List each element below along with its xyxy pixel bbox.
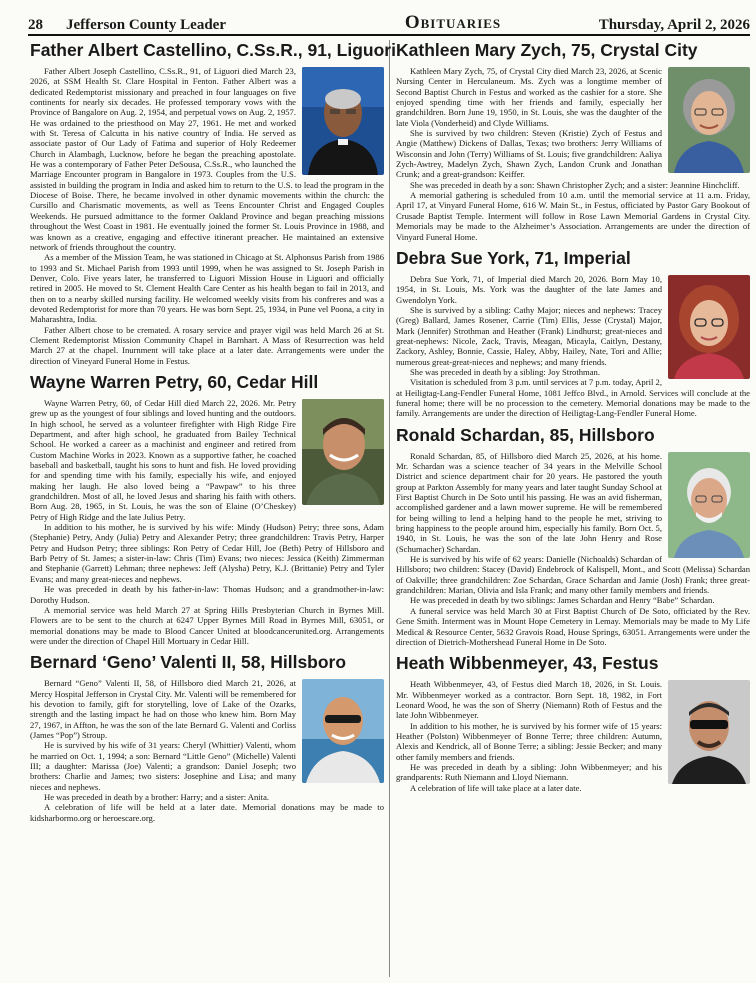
obituary-paragraph: Wayne Warren Petry, 60, of Cedar Hill died March 22, 2026. Mr. Petry grew up as the youngest of four siblings and loved hunting and the outdoors. In high school, he served as a volunteer firefighter with High Ridge Fire Department, and after high school, he graduated from Bailey Technical School. He worked a career as a machinist and engineer and retired from Custom Machine Works in 2023. Known as a supportive father, he coached baseball and basketball, taught his sons to hunt and fish. He loved providing for and spending time with his family, especially his wife, and enjoyed making her laugh. He also loved being a “Pawpaw” to his three grandchildren. Most of all, he loved Jesus and sharing his faith with others. Born Aug. 28, 1965, in St. Louis, he was the son of Elaine (O’Cheskey) Petry of High Ridge and the late Julius Petry. <box>30 397 296 522</box>
portrait-photo <box>668 680 750 784</box>
right-column <box>396 40 750 793</box>
issue-date: Thursday, April 2, 2026 <box>598 17 750 33</box>
obituary-paragraph: He was preceded in death by a brother: Harry; and a sister: Anita. <box>44 792 270 802</box>
obituary-headline: Wayne Warren Petry, 60, Cedar Hill <box>30 371 319 392</box>
obituary-paragraph: He is survived by his wife of 62 years: Danielle (Nichoalds) Schardan of Hillsboro; two children: Stacey (David) Endebrock of Kalispell, Mont., and Scott (Melissa) Schardan of Oakville; three grandchildren: Zoe Schardan, Grace Schardan and Jamie (Josh) Frank; three great-grandchildren: Marian, Olivia and Isla Frank; and many other family members and friends. <box>396 554 750 596</box>
obituary-headline: Kathleen Mary Zych, 75, Crystal City <box>396 40 698 60</box>
portrait-photo <box>668 275 750 379</box>
portrait-photo <box>668 452 750 558</box>
obituary-paragraph: She is survived by a sibling: Cathy Major; nieces and nephews: Tracey (Greg) Ballard, James Rosener, Carrie (Tim) Ellis, Jesse (Crystal) Major, Mark (Jennifer) Strothman and Heather (Frank) Lindhurst; great-nieces and great-nephews: Nicole, Zack, Travis, Meagan, Micayla, Caitlyn, Destany, Zackory, Ashley, Bonnie, Cassie, Haley, Abby, Hailey, Nate, Tori and Allie; numerous great-great-nieces and nephews; and many friends. <box>396 304 662 367</box>
obituary-paragraph: A celebration of life will be held at a later date. Memorial donations may be made to kidsharbormo.org or heroescare.org. <box>30 802 384 823</box>
newspaper-name: Jefferson County Leader <box>66 17 226 33</box>
obituary-headline: Father Albert Castellino, C.Ss.R., 91, Liguori <box>30 40 396 60</box>
obituary-paragraph: Bernard “Geno” Valenti II, 58, of Hillsboro died March 21, 2026, at Mercy Hospital Jefferson in Crystal City. Mr. Valenti will be remembered for his devotion to family, gift for storytelling, love of Lake of the Ozarks, strength and the lasting impact he had on those who knew him. Born May 27, 1967, in Affton, he was the son of the late Bernard G. Valenti and Corliss (James “Pop”) Stroup. <box>30 678 296 740</box>
obituary-york <box>396 248 750 419</box>
obituary-paragraph: Heath Wibbenmeyer, 43, of Festus died March 18, 2026, in St. Louis. Mr. Wibbenmeyer worked as a contractor. Born Sept. 18, 1982, in Fort Leonard Wood, he was the son of Sherry (Niemann) Roth of Festus and the late John Wibbenmeyer. <box>396 679 662 721</box>
page-number: 28 <box>28 17 43 33</box>
obituary-paragraph: She was preceded in death by a sibling: Joy Strothman. <box>410 366 600 377</box>
obituary-headline: Bernard ‘Geno’ Valenti II, 58, Hillsboro <box>30 652 347 673</box>
portrait-photo <box>302 67 384 175</box>
obituary-schardan <box>396 425 750 648</box>
obituary-paragraph: Kathleen Mary Zych, 75, of Crystal City died March 23, 2026, at Scenic Nursing Center in Herculaneum. Ms. Zych was a longtime member of Second Baptist Church in Festus and worked as the cashier for a store. She enjoyed spending time with her friends and family, especially her grandchildren. Born June 19, 1950, in St. Louis, she was the daughter of the late Viola (Vonderheid) and Clyde Williams. <box>396 66 662 128</box>
obituary-paragraph: He was preceded in death by two siblings: James Schardan and Henry “Babe” Schardan. <box>410 595 715 606</box>
obituary-paragraph: She was preceded in death by a son: Shawn Christopher Zych; and a sister: Jeannine Hinchcliff. <box>410 179 740 190</box>
portrait-photo <box>302 679 384 783</box>
obituary-paragraph: A memorial gathering is scheduled from 10 a.m. until the memorial service at 11 a.m. Friday, April 17, at Vinyard Funeral Home, 616 W. Main St., in Festus, officiated by Pastor Gary Bookout of Crusade Baptist Temple. Interment will follow in Rose Lawn Memorial Gardens in Crystal City. Memorials may be made to the Alzheimer’s Association. Arrangements are under the direction of Vinyard Funeral Home. <box>396 190 750 242</box>
obituary-castellino <box>30 40 396 366</box>
page-header <box>28 10 750 36</box>
obituary-valenti <box>30 652 384 823</box>
obituary-paragraph: A funeral service was held March 30 at First Baptist Church of De Soto, officiated by the Rev. Gene Smith. Interment was in Mount Hope Cemetery in Lemay. Memorials may be made to My Life Medical & Resource Center, 5632 Gravois Road, House Springs, 63051. Arrangements were under the direction of Dietrich-Mothershead Funeral Home in De Soto. <box>396 605 750 647</box>
portrait-photo <box>302 399 384 505</box>
obituary-zych <box>396 40 750 242</box>
obituary-paragraph: Father Albert Joseph Castellino, C.Ss.R., 91, of Liguori died March 23, 2026, at SSM Health St. Clare Hospital in Fenton. Father Albert was a dedicated Redemptorist missionary and preached in four languages on five continents for nearly six decades. He professed temporary vows with the Province of Bangalore on Aug. 2, 1954, and perpetual vows on Aug. 2, 1957. He was ordained to the priesthood on May 27, 1961. He met and worked with St. Teresa of Calcutta in his native country of India. He served as associate pastor of Our Lady of Fatima and superior of Holy Redeemer Church in Alambagh, Lucknow, before he began the preaching apostolate. He was a contemporary of Father Peter DeSousa, C.Ss.R., who launched the Marriage Encounter program in Bangalore in 1973. Couples from the U.S. assisted in building the program in India and asked him to return to the U.S. to lead the program in the Diocese of Boise. There, he became involved in other dynamic movements within the church: the Cursillo and Charismatic movements, as well as Teens Encounter Christ and Engaged Couples Weekends. He pursued admittance to the former Oakland Province and began preaching missions throughout the West Coast in 1981. He eventually joined the former St. Louis Province in 1988, and was known as a creative, engaging and effective itinerant preacher. He maintained an extensive network of friends throughout the country. <box>30 66 384 252</box>
obituary-paragraph: He was preceded in death by his father-in-law: Thomas Hudson; and a grandmother-in-law: Dorothy Hudson. <box>30 584 384 605</box>
obituary-headline: Debra Sue York, 71, Imperial <box>396 247 631 268</box>
obituary-headline: Ronald Schardan, 85, Hillsboro <box>396 424 655 445</box>
obituary-wibbenmeyer <box>396 653 750 793</box>
obituary-paragraph: He was preceded in death by a sibling: John Wibbenmeyer; and his grandparents: Ruth Niemann and Lloyd Niemann. <box>396 761 662 783</box>
obituary-paragraph: As a member of the Mission Team, he was stationed in Chicago at St. Alphonsus Parish from 1986 to 1993 and St. Michael Parish from 1993 until 1999, when he was assigned to St. Joseph Parish in Denver, Colo. Five years later, he transferred to Liguori Mission House in Liguori and officially retired in 2005. He moved to St. Clement Health Care Center as his health began to fail in 2013, and then on to a nearby skilled nursing facility. He welcomed weekly visits from his confreres and was a devoted Redemptorist for more than 70 years. He was born Sept. 25, 1934, in Pune vel Poona, a city in Maharashtra, India. <box>30 252 384 325</box>
section-title: Obituaries <box>404 12 502 33</box>
left-column <box>30 40 396 823</box>
column-divider <box>389 40 390 977</box>
obituary-paragraph: Visitation is scheduled from 3 p.m. until services at 7 p.m. today, April 2, at Heiligtag-Lang-Fendler Funeral Home, 1081 Jeffco Blvd., in Arnold. Services will conclude at the funeral home; there will be no procession to the cemetery. Memorial donations may be made to the family. Arrangements are under the direction of Heiligtag-Lang-Fendler Funeral Home. <box>396 377 750 419</box>
obituary-paragraph: Ronald Schardan, 85, of Hillsboro died March 25, 2026, at his home. Mr. Schardan was a science teacher of 34 years in the Melville School District and science department chair for 20 years. He pastored the youth group at Parkton Assembly for many years and later taught Sunday School at First Baptist Church in De Soto until his passing. He was an avid fisherman, accomplished gardener and a lawn mower supreme. He will be remembered for being willing to lend a helping hand to the people he met, striving to bring happiness to the people around him, especially his family. Born Oct. 5, 1940, in St. Louis, he was the son of the late John Henry and Rose (Schumacher) Schardan. <box>396 450 662 554</box>
obituary-paragraph: She is survived by two children: Steven (Kristie) Zych of Festus and Angie (Matthew) Dickens of Dallas, Texas; two brothers: Jerry Williams of Wisconsin and John (Terry) Williams of St. Louis; five grandchildren: Aaliya Zych-Awtrey, Madelyn Zych, Shawn Zych, Landon Crunk and Jonathan Crunk; and a great-grandson: Keiffer. <box>396 128 662 180</box>
portrait-photo <box>668 67 750 173</box>
obituary-paragraph: Father Albert chose to be cremated. A rosary service and prayer vigil was held March 26 at St. Clement Redemptorist Mission Community Chapel in Barnhart. A Mass of Resurrection was held March 27 at the chapel. Inurnment will take place at a later date. Arrangements were under the direction of Vineyard Funeral Home in Festus. <box>30 324 384 366</box>
obituary-paragraph: A celebration of life will take place at a later date. <box>410 782 582 793</box>
obituary-headline: Heath Wibbenmeyer, 43, Festus <box>396 653 659 674</box>
obituary-paragraph: In addition to his mother, he is survived by his former wife of 15 years: Heather (Polston) Wibbenmeyer of Bonne Terre; three children: Autumn, Alexis and Kendrick, all of Bonne Terre; a sibling: Jessie Becker; and many other family members and friends. <box>396 720 662 762</box>
obituary-paragraph: He is survived by his wife of 31 years: Cheryl (Whittier) Valenti, whom he married on Oct. 1, 1994; a son: Bernard “Little Geno” (Michelle) Valenti III; a daughter: Marissa (Joe) Valenti; a grandson: Daniel Joseph; two brothers: Charlie and James; two sisters: Josephine and Lisa; and many nieces and nephews. <box>30 740 296 792</box>
obituary-paragraph: Debra Sue York, 71, of Imperial died March 20, 2026. Born May 10, 1954, in St. Louis, Ms. York was the daughter of the late James and Gwendolyn York. <box>396 273 662 305</box>
obituary-paragraph: A memorial service was held March 27 at Spring Hills Presbyterian Church in Byrnes Mill. Flowers are to be sent to the church at 6247 Upper Byrnes Mill Road in Byrnes Mill, 63051, or memorial donations may be made to Blood Cancer United at bloodcancerunited.org. Arrangements were under the direction of Chapel Hill Mortuary in Cedar Hill. <box>30 604 384 646</box>
obituary-paragraph: In addition to his mother, he is survived by his wife: Mindy (Hudson) Petry; three sons, Adam (Stephanie) Petry, Andy (Julia) Petry and Alexander Petry; three grandchildren: Travis Petry, Harper Petry and Hudson Petry; three siblings: Ron Petry of Cedar Hill, Joe (Beth) Petry of Hillsboro and Barb Petry of St. James; a sister-in-law: Chris (Tim) Evans; two nieces: Jessica (Keith) Zimmerman and Stephanie (Garrett) Lehman; three nephews: Jeff (Alysha) Petry, K.J. (Brittanie) Petry and Tyler Evans; and many great-nieces and nephews. <box>30 522 384 584</box>
obituary-petry <box>30 372 384 646</box>
